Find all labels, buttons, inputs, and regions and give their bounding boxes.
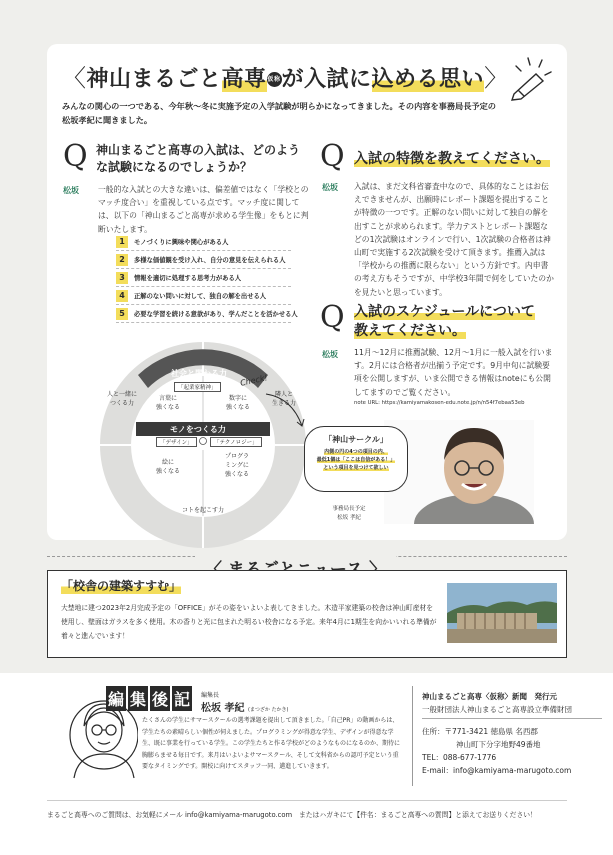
news-body: 大埜地に建つ2023年2月完成予定の「OFFICE」がその姿をいよいよ表してきました。木造平家建築の校舎は神山町産材を使用し、壁面はガラスを多く使用。木の香りと光に包まれた明るい校舎になる予定。来年4月に1期生を向かいいれる準備が着々と進んでいます！: [61, 604, 437, 640]
news-title: 「校舎の建築すすむ」: [61, 579, 182, 593]
q1-question: 神山まるごと高専の入試は、どのような試験になるのでしょうか？: [96, 143, 301, 174]
q1-mark: Q: [63, 139, 88, 174]
q1-answer: 一般的な入試との大きな違いは、偏差値ではなく「学校とのマッチ度合い」を重視している点です。マッチ度に関しては、以下の「神山まるごと高専が求める学生像」をもとに判断いたします。: [98, 185, 309, 234]
publisher-info: 神山まるごと高専〈仮称〉新聞 発行元 一般財団法人神山まるごと高専設立準備財団 住所：〒771-3421 徳島県 名西郡 神山町下分字地野49番地 TEL：088-677-1776 E-mail：info@kamiyama-marugoto.com: [422, 690, 602, 777]
editor-role: 編集長: [201, 692, 220, 699]
editor-notes-heading: 編 集 後 記: [106, 686, 194, 711]
q2-speaker: 松坂: [322, 183, 338, 192]
kamiyama-circle-bubble: 「神山サークル」 内側の円の4つの項目の内、 最低1個は「ここは自信がある！」 という項目を見つけて欲しい: [304, 426, 408, 492]
check-annotation: Check!: [239, 373, 269, 388]
list-item: 2 多様な価値観を受け入れ、自分の意見を伝えられる人: [116, 251, 291, 269]
page-title: 〈神山まるごと高専仮称が入試に込める思い〉: [62, 64, 509, 92]
q3-answer: 11月〜12月に推薦試験、12月〜1月に一般入試を行います。2月には合格者が出揃う予定です。9月中旬に試験要項を公開しますが、いま公開できる情報はnoteにも公開してますのでご覧ください。: [354, 348, 553, 397]
student-profile-list: [116, 233, 298, 323]
q2-question: 入試の特徴を教えてください。: [354, 151, 550, 167]
contact-divider: [47, 800, 567, 801]
q1-speaker: 松坂: [63, 186, 79, 195]
building-photo: [447, 583, 557, 643]
q2-mark: Q: [320, 139, 345, 174]
editor-name: 松坂 孝紀 (まつざか たかき): [201, 703, 289, 714]
intro-text: みんなの関心の一つである、今年秋〜冬に実施予定の入学試験が明らかになってきました。その内容を事務局長予定の松坂孝紀に聞きました。: [62, 101, 496, 125]
pencil-icon: [506, 54, 558, 102]
editor-notes-body: たくさんの学生にサマースクールの選考課題を提出して頂きました。「自己PR」の動画からは、学生たちの素晴らしい個性が伺えました。プログラミングが得意な学生、デザインが得意な学生、既に事業を行っている学生。この学生たちと作る学校がどのようなものになるのか、期待に胸膨らませる毎日です。来月はいよいよサマースクール、そして文科省からの認可予定という重要なタイミングです。開校に向けてスタッフ一同、邁進していきます。: [142, 717, 401, 770]
list-item: 3 情報を適切に処理する思考力がある人: [116, 269, 291, 287]
contact-text: まるごと高専へのご質問は、お気軽にメール info@kamiyama-marugoto.com またはハガキにて【件名：まるごと高専への質問】と添えてお送りください！: [47, 811, 537, 819]
check-arrow-icon: [262, 392, 308, 432]
list-item: 5 必要な学習を続ける意欲があり、学んだことを活かせる人: [116, 305, 291, 323]
kamiyama-circle-diagram: 社会と関わる力 「起業家精神」 人と一緒に つくる力 隣人と 生きる力 コトを起こす力 言葉に 強くなる 数字に 強くなる モノをつくる力 「デザイン」 「テクノロジー」 絵に 強くなる プログラ ミングに 強くなる: [98, 340, 308, 550]
q2-answer: 入試は、まだ文科省審査中なので、具体的なことはお伝えできませんが、出願時にレポート課題を提出することが特徴の一つです。正解のない問いに対して独自の解を出すことが求められます。学力テストとレポート課題などの1次試験はオンラインで行い、1次試験の合格者は神山町で実施する2次試験を受けて頂きます。推薦入試は「学校からの推薦に限らない」という方針です。内申書の考え方もそうですが、中学校3年間で何をしていたのかを見たいと思っています。: [354, 182, 554, 297]
q3-speaker: 松坂: [322, 350, 338, 359]
q3-question: 入試のスケジュールについて 教えてください。: [354, 304, 535, 339]
photo-caption: 事務局長予定 松坂 孝紀: [332, 506, 366, 521]
footer-divider: [412, 686, 413, 786]
list-item: 4 正解のない問いに対して、独自の解を出せる人: [116, 287, 291, 305]
list-item: 1 モノづくりに興味や関心がある人: [116, 233, 291, 251]
q3-mark: Q: [320, 300, 345, 335]
note-url[interactable]: note URL: https://kamiyamakosen-edu.note.jp/n/n54f7ebaa53eb: [354, 400, 525, 406]
kari-badge: 仮称: [267, 72, 282, 87]
